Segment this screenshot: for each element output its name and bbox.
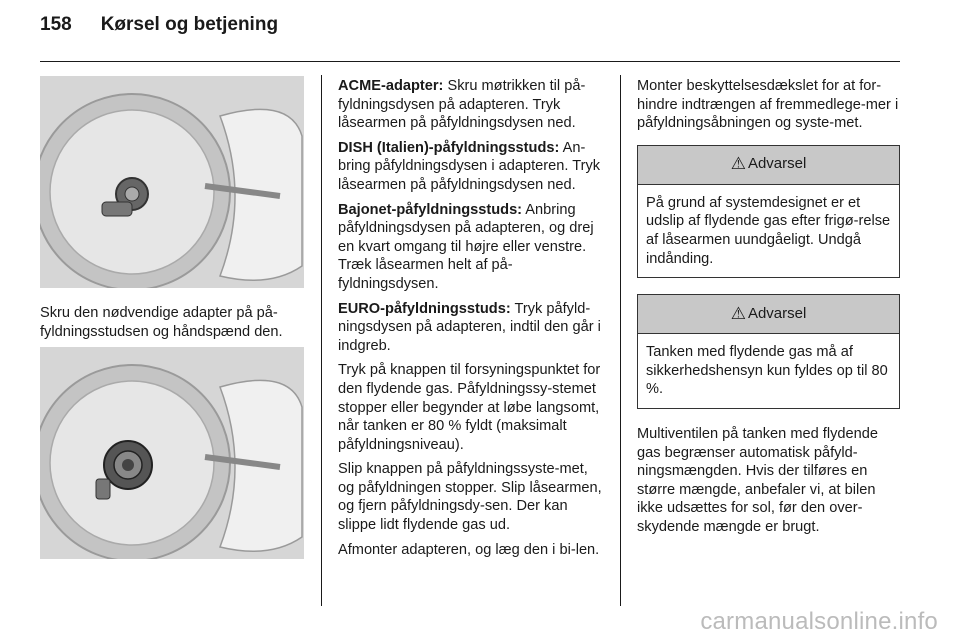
paragraph-protective-cap: Monter beskyttelsesdækslet for at for-hindre indtrængen af fremmedlege-mer i påfyldningsåbningen og syste-met. [637,78,899,132]
warning-text: Tanken med flydende gas må af sikkerhedshensyn kun fyldes op til 80 %. [646,344,888,398]
header-rule [40,61,900,62]
paragraph-acme: ACME-adapter: Skru møtrikken til på-fyldningsdysen på adapteren. Tryk låsearmen på påfyldningsdysen ned. [338,78,586,132]
middle-column [338,77,606,565]
warning-box-1 [637,145,900,278]
fuel-filler-photo-2 [40,347,304,559]
term-bajonet: Bajonet-påfyldningsstuds: [338,201,523,218]
warning-box-2 [637,294,900,409]
warning-text: På grund af systemdesignet er et udslip af flydende gas efter frigø-relse af låsearmen uundgåeligt. Undgå indånding. [646,194,891,267]
warning-title: Advarsel [747,155,807,173]
section-title: Kørsel og betjening [100,14,279,35]
term-acme: ACME-adapter: [338,78,444,94]
paragraph-multivalve: Multiventilen på tanken med flydende gas begrænser automatisk påfyld-ningsmængden. Hvis der tilføres en større mængde, anbefaler vi, at bilen ikke udsættes for sol, før den over-skydende mængde er brugt. [637,425,878,535]
warning-header [638,146,899,185]
column-divider-2 [620,75,621,606]
paragraph-remove-adapter: Afmonter adapteren, og læg den i bi-len. [338,541,600,558]
paragraph-bajonet: Bajonet-påfyldningsstuds: Anbring påfyldningsdysen på adapteren, og drej en kvart omgang til højre eller venstre. Træk låsearmen helt af på-fyldningsdysen. [338,201,594,292]
page-number: 158 [40,14,72,35]
paragraph-dish: DISH (Italien)-påfyldningsstuds: An-bring påfyldningsdysen i adapteren. Tryk låsearmen på påfyldningsdysen ned. [338,139,601,193]
warning-title: Advarsel [747,304,807,322]
warning-icon: ⚠ [730,303,746,323]
warning-icon: ⚠ [730,154,746,174]
paragraph-press-button: Tryk på knappen til forsyningspunktet for den flydende gas. Påfyldningssy-stemet stopper eller begynder at løbe langsomt, når tanken er 80 % fyldt (maksimalt påfyldningsniveau). [338,362,601,453]
right-column [637,77,900,543]
watermark: carmanualsonline.info [700,608,938,635]
photo-caption: Skru den nødvendige adapter på på-fyldningsstudsen og håndspænd den. [40,305,283,340]
warning-header [638,295,899,334]
paragraph-euro: EURO-påfyldningsstuds: Tryk påfyld-ningsdysen på adapteren, indtil den går i indgreb. [338,300,601,354]
fuel-filler-photo-1 [40,76,304,288]
term-euro: EURO-påfyldningsstuds: [338,300,511,317]
term-dish: DISH (Italien)-påfyldningsstuds: [338,139,560,156]
column-divider-1 [321,75,322,606]
paragraph-release-button: Slip knappen på påfyldningssyste-met, og påfyldningen stopper. Slip låsearmen, og fjern påfyldningsdy-sen. Der kan slippe lidt flydende gas ud. [338,461,602,534]
page-header [40,14,278,44]
